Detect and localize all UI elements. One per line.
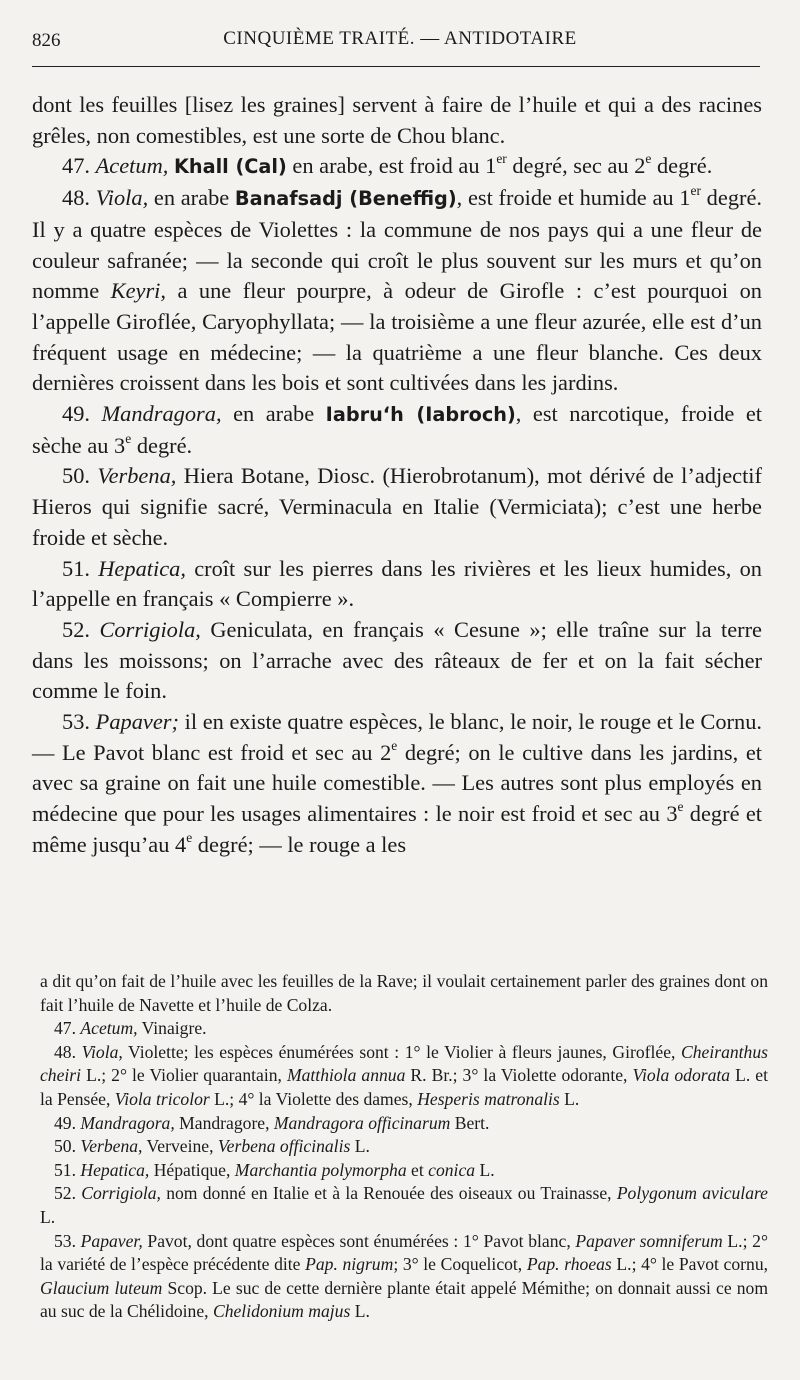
paragraph-49: 49. Mandragora, en arabe Iabru‘h (Iabroch), est narcotique, froide et sèche au 3e degré. bbox=[32, 401, 762, 458]
paragraph-51: 51. Hepatica, croît sur les pierres dans les rivières et les lieux humides, on l’appelle en français « Compierre ». bbox=[32, 555, 762, 612]
latin-name: Viola, bbox=[95, 185, 149, 211]
footnote-52: 52. Corrigiola, nom donné en Italie et à la Renouée des oiseaux ou Trainasse, Polygonum aviculare L. bbox=[40, 1183, 768, 1227]
entry-number: 52. bbox=[62, 616, 90, 642]
paragraph-53: 53. Papaver; il en existe quatre espèces, le blanc, le noir, le rouge et le Cornu. — Le Pavot blanc est froid et sec au 2e degré; on le cultive dans les jardins, et avec sa graine on fait une huile comestible. — Les autres sont plus employés en médecine que pour les usages alimentaires : le noir est froid et sec au 3e degré et même jusqu’au 4e degré; — le rouge a les bbox=[32, 709, 763, 857]
footnote-53: 53. Papaver, Pavot, dont quatre espèces sont énumérées : 1° Pavot blanc, Papaver somniferum L.; 2° la variété de l’espèce précédente dite Pap. nigrum; 3° le Coquelicot, Pap. rhoeas L.; 4° le Pavot cornu, Glaucium luteum Scop. Le suc de cette dernière plante était appelé Mémithe; on donnait aussi ce nom au suc de la Chélidoine, Chelidonium majus L. bbox=[40, 1230, 769, 1322]
entry-number: 47. bbox=[62, 153, 90, 179]
paragraph-50: 50. Verbena, Hiera Botane, Diosc. (Hierobrotanum), mot dérivé de l’adjectif Hieros qui signifie sacré, Verminacula en Italie (Vermiciata); c’est une herbe froide et sèche. bbox=[32, 463, 762, 550]
page-number: 826 bbox=[32, 30, 61, 51]
arabic-name: Banafsadj (Beneffig) bbox=[234, 187, 457, 211]
running-title: CINQUIÈME TRAITÉ. — ANTIDOTAIRE bbox=[223, 28, 577, 49]
paragraph-48: 48. Viola, en arabe Banafsadj (Beneffig), est froide et humide au 1er degré. Il y a quatre espèces de Violettes : la commune de nos pays qui a une fleur de couleur safranée; — la seconde qui croît le plus souvent sur les murs et qu’on nomme Keyri, a une fleur pourpre, à odeur de Girofle : c’est pourquoi on l’appelle Giroflée, Caryophyllata; — la troisième a une fleur azurée, elle est d’un fréquent usage en médecine; — la quatrième a une fleur blanche. Ces deux dernières croissent dans les bois et sont cultivées dans les jardins. bbox=[32, 183, 763, 396]
footnote-continuation: a dit qu’on fait de l’huile avec les feuilles de la Rave; il voulait certainement parler des graines dont on fait l’huile de Navette et l’huile de Colza. bbox=[40, 971, 768, 1015]
header-rule bbox=[32, 66, 760, 67]
arabic-name: Khall (Cal) bbox=[173, 155, 287, 179]
footnote-51: 51. Hepatica, Hépatique, Marchantia polymorpha et conica L. bbox=[54, 1159, 495, 1180]
entry-number: 48. bbox=[62, 185, 90, 211]
latin-name: Papaver; bbox=[95, 709, 179, 735]
paragraph-continuation: dont les feuilles [lisez les graines] servent à faire de l’huile et qui a des racines grêles, non comestibles, est une sorte de Chou blanc. bbox=[32, 92, 762, 148]
paragraph-52: 52. Corrigiola, Geniculata, en français « Cesune »; elle traîne sur la terre dans les moissons; on l’arrache avec des râteaux de fer et on la fait sécher comme le foin. bbox=[32, 616, 762, 704]
footnote-48: 48. Viola, Violette; les espèces énumérées sont : 1° le Violier à fleurs jaunes, Giroflée, Cheiranthus cheiri L.; 2° le Violier quarantain, Matthiola annua R. Br.; 3° la Violette odorante, Viola odorata L. et la Pensée, Viola tricolor L.; 4° la Violette des dames, Hesperis matronalis L. bbox=[40, 1041, 769, 1109]
footnote-50: 50. Verbena, Verveine, Verbena officinalis L. bbox=[54, 1136, 370, 1157]
footnote-47: 47. Acetum, Vinaigre. bbox=[54, 1018, 207, 1039]
footnotes bbox=[40, 970, 768, 1324]
entry-number: 49. bbox=[62, 401, 90, 427]
latin-name: Mandragora, bbox=[101, 401, 222, 427]
page-header bbox=[32, 26, 768, 58]
footnote-49: 49. Mandragora, Mandragore, Mandragora officinarum Bert. bbox=[54, 1112, 490, 1133]
entry-number: 51. bbox=[62, 555, 90, 581]
entry-number: 53. bbox=[62, 709, 90, 735]
latin-name: Corrigiola, bbox=[99, 616, 201, 642]
latin-name: Hepatica, bbox=[98, 555, 186, 581]
latin-name: Acetum, bbox=[95, 153, 169, 179]
latin-name: Verbena, bbox=[97, 463, 177, 489]
paragraph-47: 47. Acetum, Khall (Cal) en arabe, est froid au 1er degré, sec au 2e degré. bbox=[62, 151, 713, 179]
entry-number: 50. bbox=[62, 463, 90, 489]
main-text bbox=[32, 90, 762, 861]
arabic-name: Iabru‘h (Iabroch) bbox=[325, 403, 516, 427]
